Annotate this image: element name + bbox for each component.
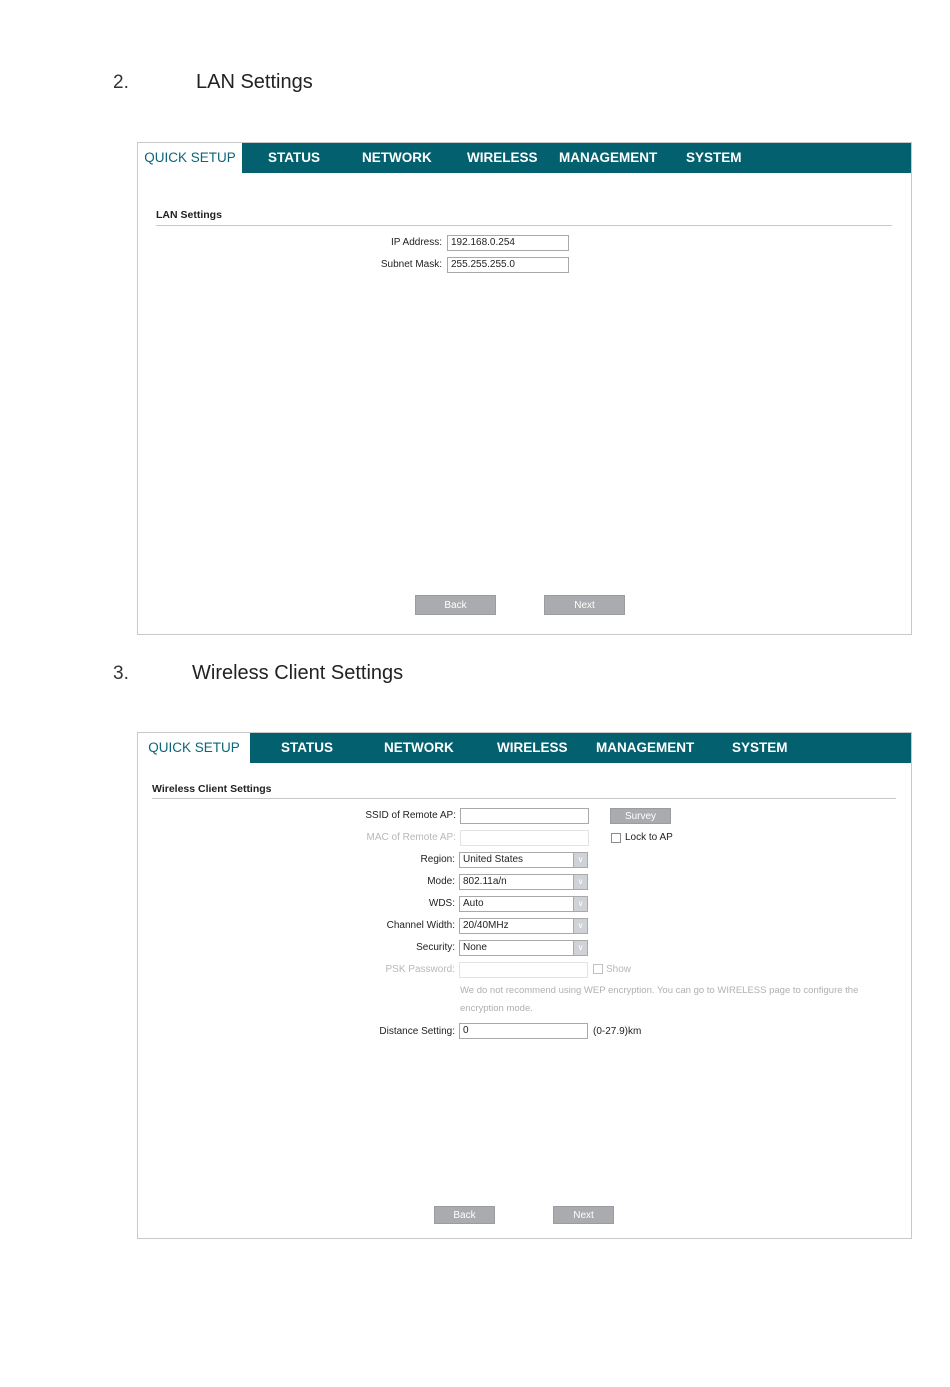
survey-button[interactable]: Survey — [610, 808, 671, 824]
mac-input[interactable] — [460, 830, 589, 846]
wds-select[interactable] — [459, 896, 588, 912]
tab-quick-setup[interactable]: QUICK SETUP — [138, 733, 250, 763]
region-select[interactable] — [459, 852, 588, 868]
section-title: LAN Settings — [156, 209, 222, 221]
tab-quick-setup[interactable]: QUICK SETUP — [138, 143, 242, 173]
mode-label: Mode: — [427, 876, 455, 887]
chevron-down-icon: ∨ — [573, 919, 587, 933]
ssid-input[interactable] — [460, 808, 589, 824]
security-label: Security: — [416, 942, 455, 953]
tab-wireless[interactable]: WIRELESS — [497, 740, 568, 755]
tab-system[interactable]: SYSTEM — [686, 150, 742, 165]
mode-select[interactable] — [459, 874, 588, 890]
wds-value: Auto — [463, 898, 484, 909]
show-password-checkbox[interactable] — [593, 964, 603, 974]
chevron-down-icon: ∨ — [573, 875, 587, 889]
wireless-client-panel — [137, 732, 912, 1239]
wds-label: WDS: — [428, 898, 455, 909]
channel-width-select[interactable] — [459, 918, 588, 934]
top-navigation — [138, 143, 911, 173]
channel-width-label: Channel Width: — [386, 920, 455, 931]
tab-management[interactable]: MANAGEMENT — [596, 740, 695, 755]
section-divider — [156, 225, 892, 226]
psk-password-label: PSK Password: — [385, 964, 455, 975]
top-navigation — [138, 733, 911, 763]
region-value: United States — [463, 854, 524, 865]
security-value: None — [463, 942, 487, 953]
tab-system[interactable]: SYSTEM — [732, 740, 788, 755]
section-divider — [152, 798, 896, 799]
ip-address-input[interactable]: 192.168.0.254 — [447, 235, 569, 251]
chevron-down-icon: ∨ — [573, 853, 587, 867]
show-password-label: Show — [606, 964, 632, 975]
psk-password-input[interactable] — [459, 962, 588, 978]
lock-to-ap-label: Lock to AP — [625, 832, 673, 843]
channel-width-value: 20/40MHz — [463, 920, 509, 931]
distance-setting-input[interactable]: 0 — [459, 1023, 588, 1039]
ip-address-label: IP Address: — [391, 237, 442, 248]
mode-value: 802.11a/n — [463, 876, 507, 887]
encryption-note: We do not recommend using WEP encryption. You can go to WIRELESS page to configure the encryption mode. — [460, 985, 859, 1014]
back-button[interactable]: Back — [415, 595, 496, 615]
step-2-title: LAN Settings — [196, 71, 313, 93]
subnet-mask-label: Subnet Mask: — [380, 259, 442, 270]
mac-label: MAC of Remote AP: — [366, 832, 456, 843]
tab-status[interactable]: STATUS — [281, 740, 333, 755]
region-label: Region: — [420, 854, 455, 865]
step-2-number: 2. — [113, 72, 129, 93]
step-3-number: 3. — [113, 663, 129, 684]
chevron-down-icon: ∨ — [573, 897, 587, 911]
chevron-down-icon: ∨ — [573, 941, 587, 955]
ssid-label: SSID of Remote AP: — [365, 810, 456, 821]
tab-wireless[interactable]: WIRELESS — [467, 150, 538, 165]
subnet-mask-input[interactable]: 255.255.255.0 — [447, 257, 569, 273]
back-button[interactable]: Back — [434, 1206, 495, 1224]
tab-network[interactable]: NETWORK — [362, 150, 432, 165]
section-title: Wireless Client Settings — [152, 783, 272, 795]
tab-status[interactable]: STATUS — [268, 150, 320, 165]
lock-to-ap-checkbox[interactable] — [611, 833, 621, 843]
distance-setting-label: Distance Setting: — [379, 1026, 455, 1037]
lan-settings-panel — [137, 142, 912, 635]
next-button[interactable]: Next — [544, 595, 625, 615]
step-3-title: Wireless Client Settings — [192, 662, 404, 684]
tab-network[interactable]: NETWORK — [384, 740, 454, 755]
tab-management[interactable]: MANAGEMENT — [559, 150, 658, 165]
security-select[interactable] — [459, 940, 588, 956]
next-button[interactable]: Next — [553, 1206, 614, 1224]
distance-unit: (0-27.9)km — [593, 1026, 642, 1037]
